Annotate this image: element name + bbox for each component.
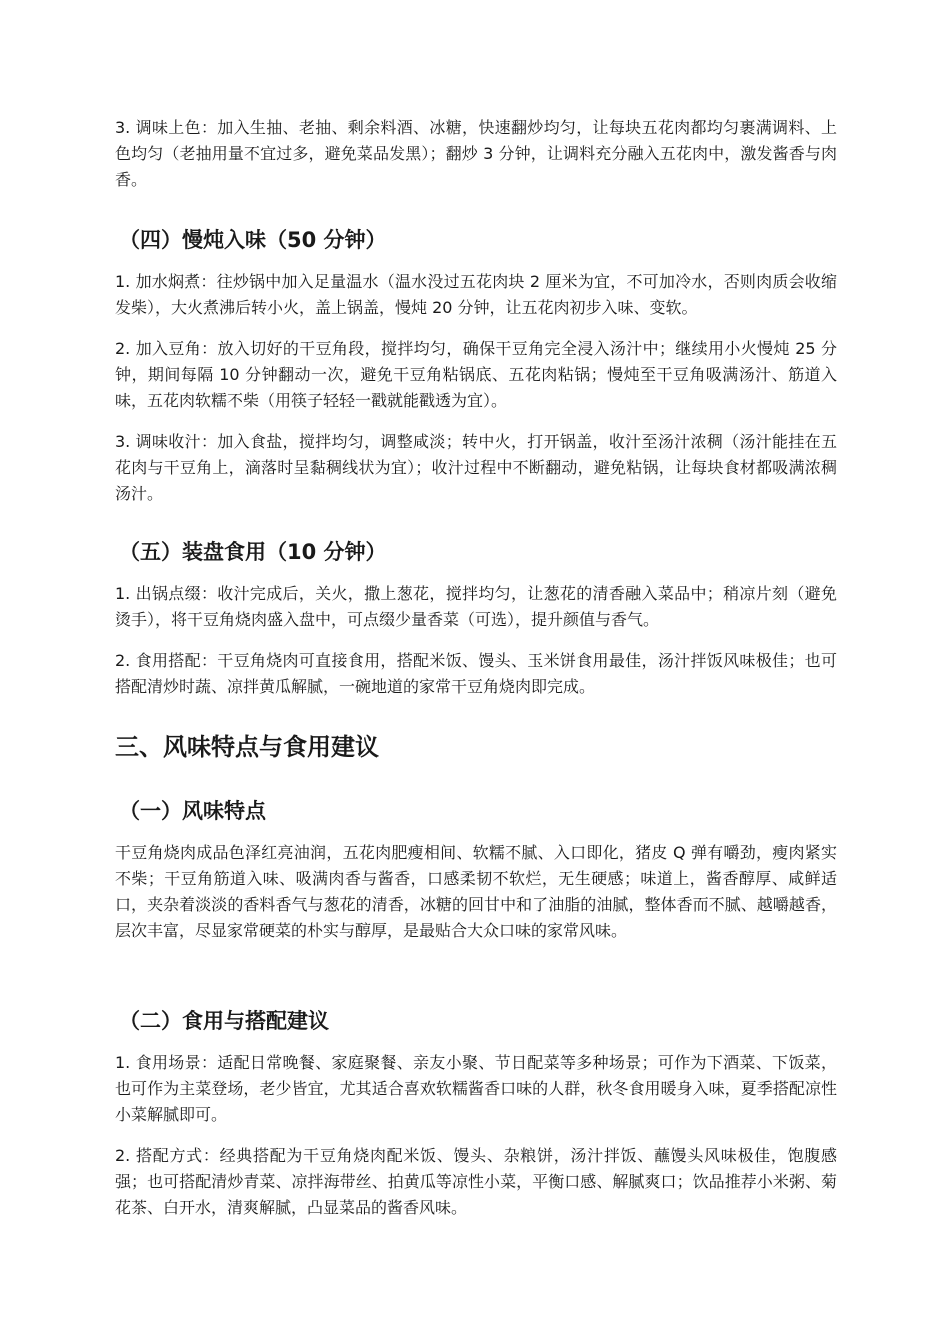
section-5-heading: （五）装盘食用（10 分钟）	[119, 540, 387, 564]
step-1-simmer-paragraph: 1. 加水焖煮：往炒锅中加入足量温水（温水没过五花肉块 2 厘米为宜，不可加冷水，否则肉质会收缩发柴），大火煮沸后转小火，盖上锅盖，慢炖 20 分钟，让五花肉初步入味、变软。	[115, 272, 837, 317]
subsection-flavor-heading: （一）风味特点	[119, 799, 266, 823]
section-4-heading: （四）慢炖入味（50 分钟）	[119, 228, 387, 252]
step-2-serving-paragraph: 2. 食用搭配：干豆角烧肉可直接食用，搭配米饭、馒头、玉米饼食用最佳，汤汁拌饭风味极佳；也可搭配清炒时蔬、凉拌黄瓜解腻，一碗地道的家常干豆角烧肉即完成。	[115, 651, 837, 696]
eating-scenarios-paragraph: 1. 食用场景：适配日常晚餐、家庭聚餐、亲友小聚、节日配菜等多种场景；可作为下酒菜、下饭菜，也可作为主菜登场，老少皆宜，尤其适合喜欢软糯酱香口味的人群，秋冬食用暖身入味，夏季搭配凉性小菜解腻即可。	[115, 1053, 837, 1124]
step-1-garnish-paragraph: 1. 出锅点缀：收汁完成后，关火，撒上葱花，搅拌均匀，让葱花的清香融入菜品中；稍凉片刻（避免烫手），将干豆角烧肉盛入盘中，可点缀少量香菜（可选），提升颜值与香气。	[115, 584, 837, 629]
subsection-pairing-heading: （二）食用与搭配建议	[119, 1009, 329, 1033]
chapter-3-heading: 三、风味特点与食用建议	[115, 733, 379, 761]
step-3-reduce-sauce-paragraph: 3. 调味收汁：加入食盐，搅拌均匀，调整咸淡；转中火，打开锅盖，收汁至汤汁浓稠（汤汁能挂在五花肉与干豆角上，滴落时呈黏稠线状为宜）；收汁过程中不断翻动，避免粘锅，让每块食材都吸满浓稠汤汁。	[115, 432, 837, 503]
pairing-methods-paragraph: 2. 搭配方式：经典搭配为干豆角烧肉配米饭、馒头、杂粮饼，汤汁拌饭、蘸馒头风味极佳，饱腹感强；也可搭配清炒青菜、凉拌海带丝、拍黄瓜等凉性小菜，平衡口感、解腻爽口；饮品推荐小米粥、菊花茶、白开水，清爽解腻，凸显菜品的酱香风味。	[115, 1146, 837, 1217]
step-3-seasoning-paragraph: 3. 调味上色：加入生抽、老抽、剩余料酒、冰糖，快速翻炒均匀，让每块五花肉都均匀裹满调料、上色均匀（老抽用量不宜过多，避免菜品发黑）；翻炒 3 分钟，让调料充分融入五花肉中，激发酱香与肉香。	[115, 118, 837, 189]
flavor-description-paragraph: 干豆角烧肉成品色泽红亮油润，五花肉肥瘦相间、软糯不腻、入口即化，猪皮 Q 弹有嚼劲，瘦肉紧实不柴；干豆角筋道入味、吸满肉香与酱香，口感柔韧不软烂，无生硬感；味道上，酱香醇厚、咸鲜适口，夹杂着淡淡的香料香气与葱花的清香，冰糖的回甘中和了油脂的油腻，整体香而不腻、越嚼越香，层次丰富，尽显家常硬菜的朴实与醇厚，是最贴合大众口味的家常风味。	[115, 843, 837, 940]
step-2-add-beans-paragraph: 2. 加入豆角：放入切好的干豆角段，搅拌均匀，确保干豆角完全浸入汤汁中；继续用小火慢炖 25 分钟，期间每隔 10 分钟翻动一次，避免干豆角粘锅底、五花肉粘锅；慢炖至干豆角吸满汤汁、筋道入味，五花肉软糯不柴（用筷子轻轻一戳就能戳透为宜）。	[115, 339, 837, 410]
